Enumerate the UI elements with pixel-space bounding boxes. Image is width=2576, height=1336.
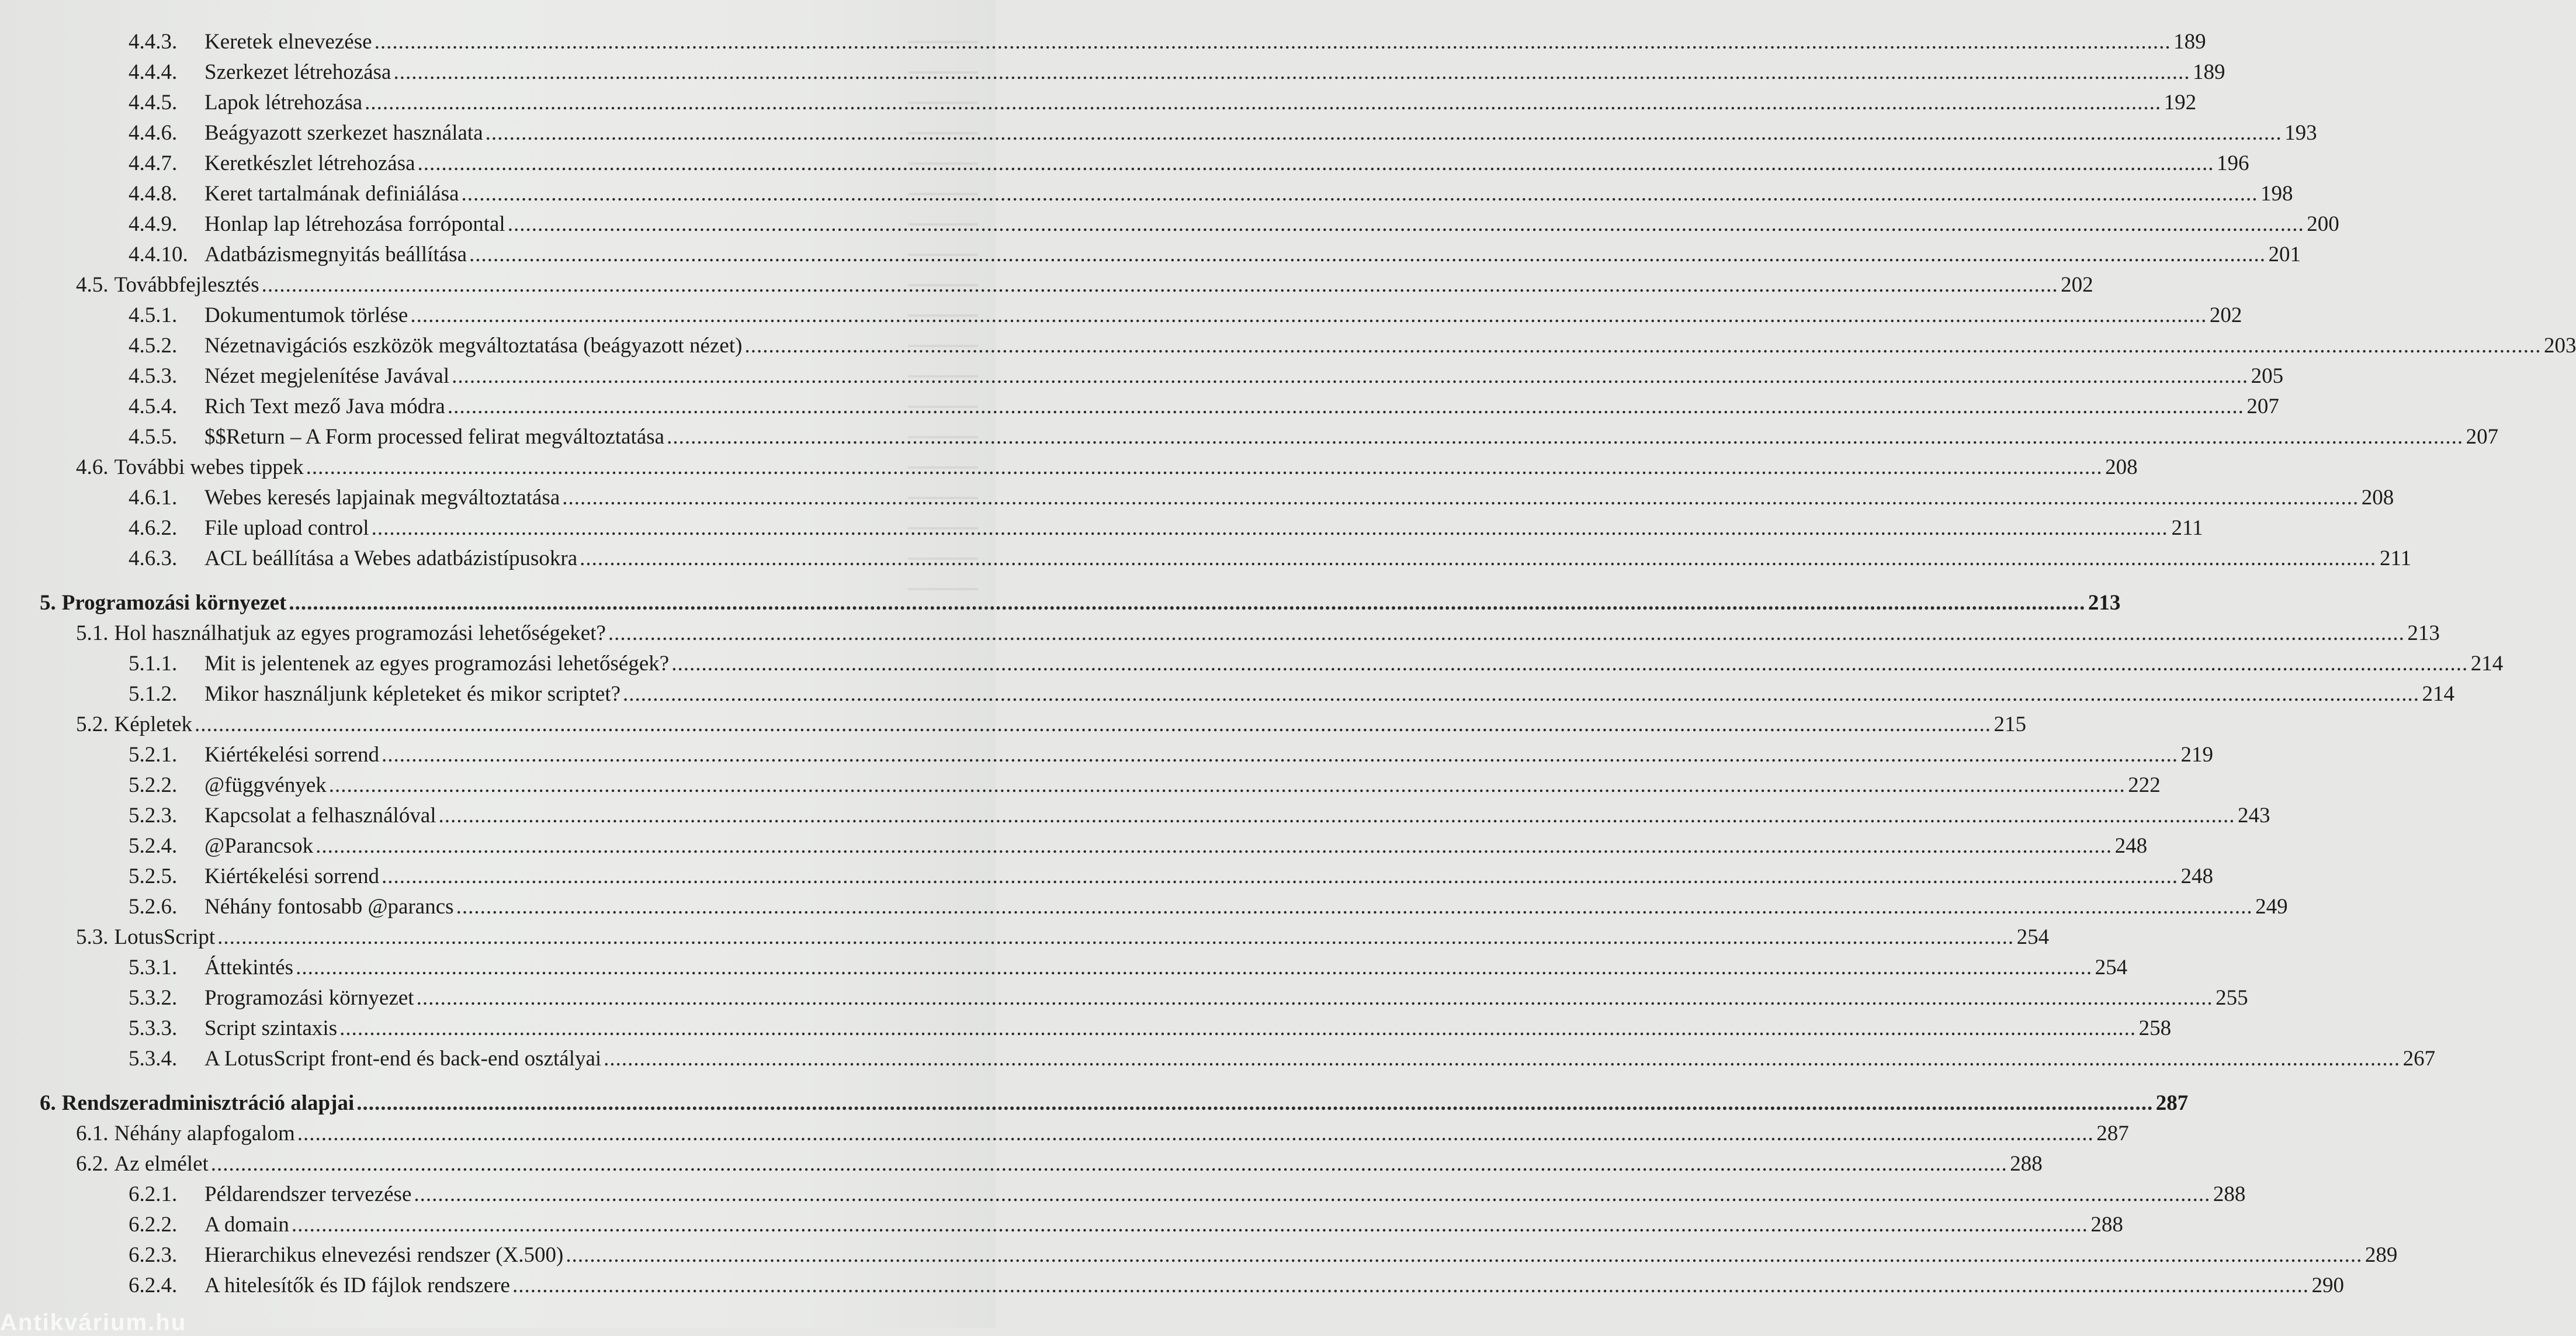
toc-number: 5.2.1.	[129, 743, 178, 767]
toc-number: 4.4.9.	[129, 212, 178, 236]
toc-entry	[0, 118, 2317, 148]
toc-number: 4.5.4.	[129, 394, 178, 418]
dot-leader: ............................................................................................................................................................................................................................................................................................................	[296, 956, 2093, 979]
toc-title: Képletek	[114, 712, 193, 736]
toc-entry	[0, 618, 2440, 649]
toc-number: 5.2.4.	[129, 834, 178, 858]
toc-number: 5.1.1.	[129, 652, 178, 676]
toc-entry	[0, 88, 2197, 118]
toc-number: 4.4.6.	[129, 121, 178, 145]
toc-page-number: 213	[2407, 621, 2440, 645]
toc-page-number: 200	[2307, 212, 2339, 236]
dot-leader: ............................................................................................................................................................................................................................................................................................................	[374, 30, 2171, 54]
toc-number: 5.2.5.	[129, 864, 178, 888]
toc-title: ACL beállítása a Webes adatbázistípusokra	[204, 546, 578, 570]
toc-title: Programozási környezet	[61, 591, 287, 615]
dot-leader: ............................................................................................................................................................................................................................................................................................................	[604, 1047, 2401, 1071]
toc-entry	[0, 770, 2161, 801]
dot-leader: ............................................................................................................................................................................................................................................................................................................	[562, 486, 2359, 510]
toc-entry	[0, 1013, 2172, 1044]
toc-entry	[0, 983, 2248, 1013]
toc-title: $$Return – A Form processed felirat megváltoztatása	[204, 425, 665, 449]
toc-entry	[0, 392, 2279, 422]
toc-title: Keret tartalmának definiálása	[204, 182, 459, 206]
toc-number: 5.	[40, 591, 56, 615]
toc-number: 6.2.3.	[129, 1243, 178, 1267]
toc-number: 6.2.2.	[129, 1213, 178, 1237]
toc-page-number: 243	[2238, 804, 2270, 828]
toc-chapter	[0, 1088, 2189, 1119]
toc-page-number: 211	[2380, 546, 2412, 570]
toc-entry	[0, 1044, 2436, 1074]
toc-page-number: 288	[2010, 1152, 2043, 1176]
toc-title: File upload control	[204, 516, 369, 540]
dot-leader: ............................................................................................................................................................................................................................................................................................................	[328, 773, 2126, 797]
toc-title: Néhány fontosabb @parancs	[204, 895, 454, 919]
toc-entry	[0, 649, 2504, 679]
toc-page-number: 214	[2422, 682, 2455, 706]
toc-page-number: 267	[2402, 1047, 2436, 1071]
toc-entry	[0, 361, 2284, 392]
dot-leader: ............................................................................................................................................................................................................................................................................................................	[623, 682, 2420, 706]
toc-page-number: 215	[1993, 712, 2027, 736]
toc-title: Kiértékelési sorrend	[204, 743, 379, 767]
toc-title: Rendszeradminisztráció alapjai	[61, 1091, 355, 1115]
toc-entry	[0, 209, 2339, 240]
toc-title: Webes keresés lapjainak megváltoztatása	[204, 486, 560, 510]
toc-page-number: 193	[2284, 121, 2317, 145]
toc-page-number: 207	[2246, 394, 2279, 418]
dot-leader: ............................................................................................................................................................................................................................................................................................................	[447, 394, 2244, 418]
toc-page-number: 222	[2128, 773, 2161, 797]
toc-page-number: 254	[2016, 925, 2050, 949]
dot-leader: ............................................................................................................................................................................................................................................................................................................	[217, 925, 2015, 949]
dot-leader: ............................................................................................................................................................................................................................................................................................................	[381, 864, 2178, 888]
toc-page-number: 290	[2311, 1273, 2344, 1297]
toc-page-number: 211	[2171, 516, 2203, 540]
toc-page-number: 189	[2173, 30, 2206, 54]
toc-number: 4.5.5.	[129, 425, 178, 449]
dot-leader: ............................................................................................................................................................................................................................................................................................................	[339, 1016, 2137, 1040]
toc-page-number: 255	[2216, 986, 2248, 1010]
toc-entry	[0, 831, 2148, 861]
toc-title: Keretek elnevezése	[204, 30, 372, 54]
toc-entry	[0, 679, 2455, 709]
toc-title: Adatbázismegnyitás beállítása	[204, 243, 467, 266]
dot-leader: ............................................................................................................................................................................................................................................................................................................	[452, 364, 2249, 388]
toc-number: 4.4.10.	[129, 243, 188, 266]
toc-number: 4.5.3.	[129, 364, 178, 388]
toc-entry	[0, 1119, 2129, 1149]
toc-number: 5.3.	[76, 925, 109, 949]
toc-page-number: 249	[2255, 895, 2288, 919]
toc-page-number: 287	[2096, 1122, 2129, 1145]
toc-number: 4.4.3.	[129, 30, 178, 54]
dot-leader: ............................................................................................................................................................................................................................................................................................................	[356, 1091, 2154, 1115]
toc-number: 4.6.	[76, 455, 109, 479]
toc-page-number: 198	[2260, 182, 2293, 206]
toc-entry	[0, 240, 2301, 270]
toc-number: 6.2.1.	[129, 1182, 178, 1206]
dot-leader: ............................................................................................................................................................................................................................................................................................................	[438, 804, 2235, 828]
dot-leader: ............................................................................................................................................................................................................................................................................................................	[297, 1122, 2094, 1145]
toc-page-number: 196	[2217, 151, 2249, 175]
toc-number: 4.5.2.	[129, 334, 178, 358]
toc-entry	[0, 1210, 2123, 1240]
toc-page-number: 248	[2114, 834, 2148, 858]
toc-number: 5.2.	[76, 712, 109, 736]
toc-chapter	[0, 588, 2121, 618]
dot-leader: ............................................................................................................................................................................................................................................................................................................	[316, 834, 2113, 858]
toc-title: Mikor használjunk képleteket és mikor scriptet?	[204, 682, 621, 706]
toc-entry	[0, 953, 2128, 983]
toc-number: 4.4.4.	[129, 60, 178, 84]
toc-number: 5.3.3.	[129, 1016, 178, 1040]
toc-entry	[0, 270, 2093, 300]
toc-title: További webes tippek	[114, 455, 304, 479]
toc-number: 5.3.1.	[129, 956, 178, 979]
toc-number: 4.4.7.	[129, 151, 178, 175]
toc-number: 5.3.2.	[129, 986, 178, 1010]
toc-number: 6.	[40, 1091, 56, 1115]
table-of-contents	[0, 27, 2576, 1301]
toc-title: Beágyazott szerkezet használata	[204, 121, 483, 145]
toc-page-number: 213	[2088, 591, 2121, 615]
toc-entry	[0, 27, 2206, 57]
toc-page-number: 289	[2364, 1243, 2398, 1267]
toc-page-number: 258	[2138, 1016, 2172, 1040]
toc-number: 5.2.2.	[129, 773, 178, 797]
toc-title: Áttekintés	[204, 956, 294, 979]
dot-leader: ............................................................................................................................................................................................................................................................................................................	[393, 60, 2190, 84]
toc-number: 4.4.8.	[129, 182, 178, 206]
toc-number: 5.1.	[76, 621, 109, 645]
toc-page-number: 219	[2180, 743, 2213, 767]
toc-title: Programozási környezet	[204, 986, 414, 1010]
toc-entry	[0, 57, 2225, 88]
toc-page-number: 201	[2268, 243, 2301, 266]
toc-entry	[0, 1149, 2043, 1179]
toc-number: 6.2.	[76, 1152, 109, 1176]
dot-leader: ............................................................................................................................................................................................................................................................................................................	[485, 121, 2282, 145]
dot-leader: ............................................................................................................................................................................................................................................................................................................	[566, 1243, 2363, 1267]
dot-leader: ............................................................................................................................................................................................................................................................................................................	[289, 591, 2086, 615]
toc-title: Script szintaxis	[204, 1016, 338, 1040]
dot-leader: ............................................................................................................................................................................................................................................................................................................	[507, 212, 2304, 236]
toc-page-number: 254	[2095, 956, 2128, 979]
toc-number: 5.2.3.	[129, 804, 178, 828]
toc-entry	[0, 1240, 2398, 1271]
toc-title: Mit is jelentenek az egyes programozási lehetőségek?	[204, 652, 670, 676]
toc-number: 4.5.	[76, 273, 109, 297]
dot-leader: ............................................................................................................................................................................................................................................................................................................	[306, 455, 2103, 479]
toc-title: Példarendszer tervezése	[204, 1182, 412, 1206]
toc-entry	[0, 148, 2249, 179]
dot-leader: ............................................................................................................................................................................................................................................................................................................	[381, 743, 2178, 767]
toc-number: 6.2.4.	[129, 1273, 178, 1297]
toc-entry	[0, 922, 2050, 953]
dot-leader: ............................................................................................................................................................................................................................................................................................................	[580, 546, 2377, 570]
toc-entry	[0, 1271, 2344, 1301]
dot-leader: ............................................................................................................................................................................................................................................................................................................	[416, 986, 2213, 1010]
toc-page-number: 214	[2470, 652, 2504, 676]
toc-title: Keretkészlet létrehozása	[204, 151, 415, 175]
dot-leader: ............................................................................................................................................................................................................................................................................................................	[291, 1213, 2088, 1237]
toc-title: @függvények	[204, 773, 327, 797]
toc-title: Szerkezet létrehozása	[204, 60, 391, 84]
toc-entry	[0, 740, 2213, 770]
dot-leader: ............................................................................................................................................................................................................................................................................................................	[469, 243, 2266, 266]
toc-entry	[0, 422, 2499, 452]
toc-page-number: 288	[2090, 1213, 2123, 1237]
toc-page-number: 208	[2105, 455, 2138, 479]
dot-leader: ............................................................................................................................................................................................................................................................................................................	[210, 1152, 2008, 1176]
dot-leader: ............................................................................................................................................................................................................................................................................................................	[512, 1273, 2309, 1297]
toc-entry	[0, 801, 2270, 831]
toc-title: Rich Text mező Java módra	[204, 394, 445, 418]
toc-entry	[0, 1179, 2246, 1210]
toc-page-number: 205	[2251, 364, 2284, 388]
toc-entry	[0, 513, 2203, 544]
toc-number: 5.2.6.	[129, 895, 178, 919]
toc-number: 5.3.4.	[129, 1047, 178, 1071]
toc-title: Nézet megjelenítése Javával	[204, 364, 450, 388]
toc-entry	[0, 331, 2576, 361]
toc-number: 6.1.	[76, 1122, 109, 1145]
dot-leader: ............................................................................................................................................................................................................................................................................................................	[671, 652, 2468, 676]
toc-number: 4.4.5.	[129, 91, 178, 115]
toc-page-number: 202	[2209, 303, 2242, 327]
toc-page-number: 202	[2061, 273, 2093, 297]
dot-leader: ............................................................................................................................................................................................................................................................................................................	[417, 151, 2214, 175]
toc-title: Nézetnavigációs eszközök megváltoztatása (beágyazott nézet)	[204, 334, 743, 358]
toc-title: Néhány alapfogalom	[114, 1122, 295, 1145]
toc-title: Hierarchikus elnevezési rendszer (X.500)	[204, 1243, 564, 1267]
toc-entry	[0, 861, 2213, 892]
dot-leader: ............................................................................................................................................................................................................................................................................................................	[371, 516, 2168, 540]
toc-page-number: 192	[2164, 91, 2197, 115]
dot-leader: ............................................................................................................................................................................................................................................................................................................	[195, 712, 1992, 736]
toc-title: Lapok létrehozása	[204, 91, 363, 115]
dot-leader: ............................................................................................................................................................................................................................................................................................................	[365, 91, 2162, 115]
toc-entry	[0, 179, 2293, 209]
watermark: Antikvárium.hu	[0, 1310, 187, 1335]
toc-page-number: 248	[2180, 864, 2213, 888]
toc-page-number: 287	[2155, 1091, 2189, 1115]
toc-title: LotusScript	[114, 925, 216, 949]
dot-leader: ............................................................................................................................................................................................................................................................................................................	[261, 273, 2058, 297]
toc-entry	[0, 892, 2288, 922]
toc-entry	[0, 300, 2242, 331]
toc-entry	[0, 483, 2394, 513]
dot-leader: ............................................................................................................................................................................................................................................................................................................	[456, 895, 2253, 919]
toc-page-number: 189	[2192, 60, 2225, 84]
toc-title: Honlap lap létrehozása forrópontal	[204, 212, 505, 236]
toc-page-number: 288	[2213, 1182, 2246, 1206]
toc-title: Dokumentumok törlése	[204, 303, 408, 327]
toc-title: @Parancsok	[204, 834, 314, 858]
toc-title: Hol használhatjuk az egyes programozási lehetőségeket?	[114, 621, 606, 645]
toc-number: 4.6.3.	[129, 546, 178, 570]
toc-title: Az elmélet	[114, 1152, 209, 1176]
dot-leader: ............................................................................................................................................................................................................................................................................................................	[410, 303, 2207, 327]
toc-page-number: 207	[2466, 425, 2499, 449]
toc-entry	[0, 452, 2138, 483]
toc-title: A domain	[204, 1213, 289, 1237]
toc-number: 4.6.1.	[129, 486, 178, 510]
toc-number: 5.1.2.	[129, 682, 178, 706]
dot-leader: ............................................................................................................................................................................................................................................................................................................	[414, 1182, 2211, 1206]
toc-entry	[0, 709, 2027, 740]
toc-page-number: 203	[2543, 334, 2576, 358]
dot-leader: ............................................................................................................................................................................................................................................................................................................	[744, 334, 2542, 358]
toc-entry	[0, 544, 2412, 574]
toc-title: Kiértékelési sorrend	[204, 864, 379, 888]
dot-leader: ............................................................................................................................................................................................................................................................................................................	[608, 621, 2405, 645]
dot-leader: ............................................................................................................................................................................................................................................................................................................	[667, 425, 2464, 449]
toc-number: 4.6.2.	[129, 516, 178, 540]
toc-title: Továbbfejlesztés	[114, 273, 259, 297]
toc-title: Kapcsolat a felhasználóval	[204, 804, 436, 828]
toc-number: 4.5.1.	[129, 303, 178, 327]
dot-leader: ............................................................................................................................................................................................................................................................................................................	[461, 182, 2258, 206]
toc-title: A hitelesítők és ID fájlok rendszere	[204, 1273, 510, 1297]
toc-title: A LotusScript front-end és back-end osztályai	[204, 1047, 602, 1071]
toc-page-number: 208	[2361, 486, 2394, 510]
